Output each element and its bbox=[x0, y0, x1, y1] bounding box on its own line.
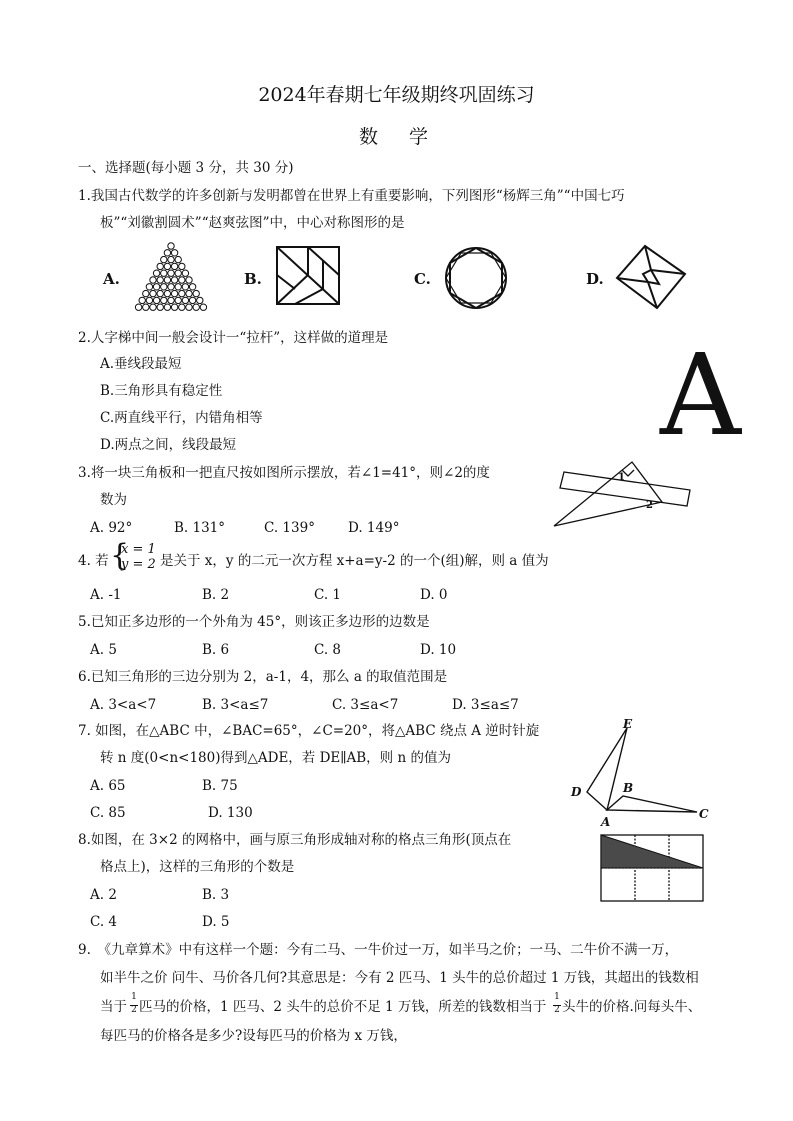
yanghui-dot bbox=[197, 297, 203, 303]
q8-option-b: B. 3 bbox=[202, 887, 230, 903]
q3-option-d: D. 149° bbox=[348, 520, 400, 536]
ruler-triangle-figure bbox=[550, 458, 700, 534]
circle-cutting-figure bbox=[443, 245, 509, 311]
q1-stem-line1: 1.我国古代数学的许多创新与发明都曾在世界上有重要影响，下列图形“杨辉三角”“中国七巧 bbox=[78, 188, 625, 204]
q8-stem-line2: 格点上)，这样的三角形的个数是 bbox=[100, 859, 295, 875]
yanghui-dot bbox=[168, 284, 174, 290]
q4-system-brace: { bbox=[110, 538, 130, 573]
q4-option-d: D. 0 bbox=[420, 587, 448, 603]
q2-stem: 2.人字梯中间一般会设计一“拉杆”，这样做的道理是 bbox=[78, 330, 389, 346]
q4-stem: 是关于 x，y 的二元一次方程 x+a=y-2 的一个(组)解，则 a 值为 bbox=[160, 553, 549, 569]
grid-triangle-figure bbox=[598, 833, 708, 905]
q5-stem: 5.已知正多边形的一个外角为 45°，则该正多边形的边数是 bbox=[78, 614, 430, 630]
q7-stem-line1: 7. 如图，在△ABC 中，∠BAC=65°，∠C=20°，将△ABC 绕点 A 逆时针旋 bbox=[78, 723, 540, 739]
q1-option-b-label: B. bbox=[244, 270, 262, 288]
q2-option-b: B.三角形具有稳定性 bbox=[100, 383, 223, 399]
q4-option-b: B. 2 bbox=[202, 587, 230, 603]
q7-option-b: B. 75 bbox=[202, 778, 238, 794]
yanghui-dot bbox=[161, 297, 167, 303]
yanghui-dot bbox=[150, 277, 156, 283]
yanghui-dot bbox=[153, 297, 159, 303]
yanghui-dot bbox=[164, 250, 170, 256]
q1-option-d-label: D. bbox=[586, 270, 604, 288]
q9-fraction-2-denominator: 2 bbox=[554, 1005, 560, 1015]
yanghui-dot bbox=[179, 263, 185, 269]
section-header: 一、选择题(每小题 3 分，共 30 分) bbox=[78, 160, 294, 176]
yanghui-triangle-figure bbox=[131, 242, 211, 314]
yanghui-dot bbox=[182, 284, 188, 290]
yanghui-dot bbox=[161, 284, 167, 290]
yanghui-dot bbox=[171, 277, 177, 283]
q9-line3-part1: 当于 bbox=[100, 999, 127, 1015]
q9-line3-part2: 匹马的价格，1 匹马、2 头牛的总价不足 1 万钱，所差的钱数相当于 bbox=[139, 999, 547, 1015]
yanghui-dot bbox=[146, 297, 152, 303]
q4-equation-2: y = 2 bbox=[121, 557, 156, 572]
yanghui-dot bbox=[164, 277, 170, 283]
yanghui-dot bbox=[193, 290, 199, 296]
q3-option-c: C. 139° bbox=[264, 520, 315, 536]
q2-option-a: A.垂线段最短 bbox=[100, 356, 182, 372]
q9-line4: 每匹马的价格各是多少?设每匹马的价格为 x 万钱， bbox=[100, 1028, 407, 1044]
q9-fraction-1-numerator: 1 bbox=[131, 992, 137, 1002]
q7-point-e: E bbox=[623, 718, 633, 731]
q8-option-a: A. 2 bbox=[90, 887, 117, 903]
yanghui-dot bbox=[157, 290, 163, 296]
yanghui-dot bbox=[157, 263, 163, 269]
q1-option-a-label: A. bbox=[103, 270, 120, 288]
q3-option-b: B. 131° bbox=[174, 520, 226, 536]
q2-option-d: D.两点之间，线段最短 bbox=[100, 437, 237, 453]
q4-option-c: C. 1 bbox=[314, 587, 342, 603]
yanghui-dot bbox=[157, 304, 163, 310]
subject-title: 数 学 bbox=[358, 126, 434, 148]
yanghui-dot bbox=[146, 284, 152, 290]
yanghui-dot bbox=[189, 297, 195, 303]
q6-stem: 6.已知三角形的三边分别为 2，a-1，4，那么 a 的取值范围是 bbox=[78, 669, 448, 685]
q7-option-a: A. 65 bbox=[90, 778, 126, 794]
yanghui-dot bbox=[143, 290, 149, 296]
yanghui-dot bbox=[150, 304, 156, 310]
q7-point-c: C bbox=[699, 807, 709, 821]
q7-point-d: D bbox=[571, 785, 582, 799]
yanghui-dot bbox=[175, 256, 181, 262]
q3-angle-2-label: 2 bbox=[646, 500, 653, 511]
q9-fraction-2-numerator: 1 bbox=[554, 992, 560, 1002]
q7-point-b: B bbox=[623, 781, 634, 795]
q6-option-b: B. 3<a≤7 bbox=[202, 697, 269, 713]
q4-equation-1: x = 1 bbox=[121, 542, 156, 557]
q9-line3-part3: 头牛的价格.问每头牛、 bbox=[562, 999, 702, 1015]
q7-point-a: A bbox=[601, 815, 611, 828]
yanghui-dot bbox=[153, 284, 159, 290]
yanghui-dot bbox=[189, 284, 195, 290]
yanghui-dot bbox=[150, 290, 156, 296]
q6-option-c: C. 3≤a<7 bbox=[332, 697, 399, 713]
yanghui-dot bbox=[168, 270, 174, 276]
q4-option-a: A. -1 bbox=[90, 587, 122, 603]
q3-stem-line2: 数为 bbox=[100, 492, 127, 508]
yanghui-dot bbox=[161, 256, 167, 262]
yanghui-dot bbox=[168, 256, 174, 262]
q3-option-a: A. 92° bbox=[90, 520, 133, 536]
yanghui-dot bbox=[135, 304, 141, 310]
yanghui-dot bbox=[168, 297, 174, 303]
yanghui-dot bbox=[171, 290, 177, 296]
yanghui-dot bbox=[200, 304, 206, 310]
yanghui-dot bbox=[182, 297, 188, 303]
q9-fraction-1-denominator: 2 bbox=[131, 1005, 137, 1015]
q8-stem-line1: 8.如图，在 3×2 的网格中，画与原三角形成轴对称的格点三角形(顶点在 bbox=[78, 832, 512, 848]
q7-option-c: C. 85 bbox=[90, 805, 126, 821]
yanghui-dot bbox=[179, 290, 185, 296]
yanghui-dot bbox=[182, 270, 188, 276]
yanghui-dot bbox=[157, 277, 163, 283]
q2-option-c: C.两直线平行，内错角相等 bbox=[100, 410, 263, 426]
yanghui-dot bbox=[186, 290, 192, 296]
yanghui-dot bbox=[171, 250, 177, 256]
yanghui-dot bbox=[193, 304, 199, 310]
q3-stem-line1: 3.将一块三角板和一把直尺按如图所示摆放，若∠1=41°，则∠2的度 bbox=[78, 465, 490, 481]
q8-option-c: C. 4 bbox=[90, 914, 118, 930]
yanghui-dot bbox=[139, 297, 145, 303]
zhao-shuang-figure bbox=[615, 244, 689, 310]
yanghui-dot bbox=[175, 284, 181, 290]
yanghui-dot bbox=[186, 304, 192, 310]
yanghui-dot bbox=[171, 304, 177, 310]
yanghui-dot bbox=[179, 304, 185, 310]
q1-option-c-label: C. bbox=[414, 270, 431, 288]
q9-line1: 9. 《九章算术》中有这样一个题：今有二马、一牛价过一万，如半马之价；一马、二牛价不满一万， bbox=[78, 942, 679, 958]
q1-stem-line2: 板”“刘徽割圆术”“赵爽弦图”中，中心对称图形的是 bbox=[100, 215, 405, 231]
yanghui-dot bbox=[186, 277, 192, 283]
yanghui-dot bbox=[164, 263, 170, 269]
yanghui-dot bbox=[175, 270, 181, 276]
q6-option-a: A. 3<a<7 bbox=[90, 697, 157, 713]
yanghui-dot bbox=[161, 270, 167, 276]
ladder-letter-figure: A bbox=[660, 331, 741, 461]
yanghui-dot bbox=[179, 277, 185, 283]
yanghui-dot bbox=[153, 270, 159, 276]
q9-line2: 如半牛之价 问牛、马价各几何?其意思是：今有 2 匹马、1 头牛的总价超过 1 万钱，其超出的钱数相 bbox=[100, 970, 699, 986]
yanghui-dot bbox=[171, 263, 177, 269]
page-title: 2024年春期七年级期终巩固练习 bbox=[258, 84, 535, 106]
yanghui-dot bbox=[164, 304, 170, 310]
q7-option-d: D. 130 bbox=[208, 805, 253, 821]
q6-option-d: D. 3≤a≤7 bbox=[452, 697, 519, 713]
q7-stem-line2: 转 n 度(0<n<180)得到△ADE，若 DE∥AB，则 n 的值为 bbox=[100, 750, 451, 766]
q8-option-d: D. 5 bbox=[202, 914, 230, 930]
yanghui-dot bbox=[164, 290, 170, 296]
q5-option-c: C. 8 bbox=[314, 642, 342, 658]
q5-option-b: B. 6 bbox=[202, 642, 230, 658]
rotated-triangle-figure bbox=[565, 718, 715, 828]
q5-option-a: A. 5 bbox=[90, 642, 117, 658]
yanghui-dot bbox=[168, 243, 174, 249]
yanghui-dot bbox=[175, 297, 181, 303]
q4-prefix: 4. 若 bbox=[78, 553, 109, 569]
q3-angle-1-label: 1 bbox=[618, 472, 625, 483]
yanghui-dot bbox=[143, 304, 149, 310]
q5-option-d: D. 10 bbox=[420, 642, 457, 658]
tangram-figure bbox=[275, 245, 343, 307]
